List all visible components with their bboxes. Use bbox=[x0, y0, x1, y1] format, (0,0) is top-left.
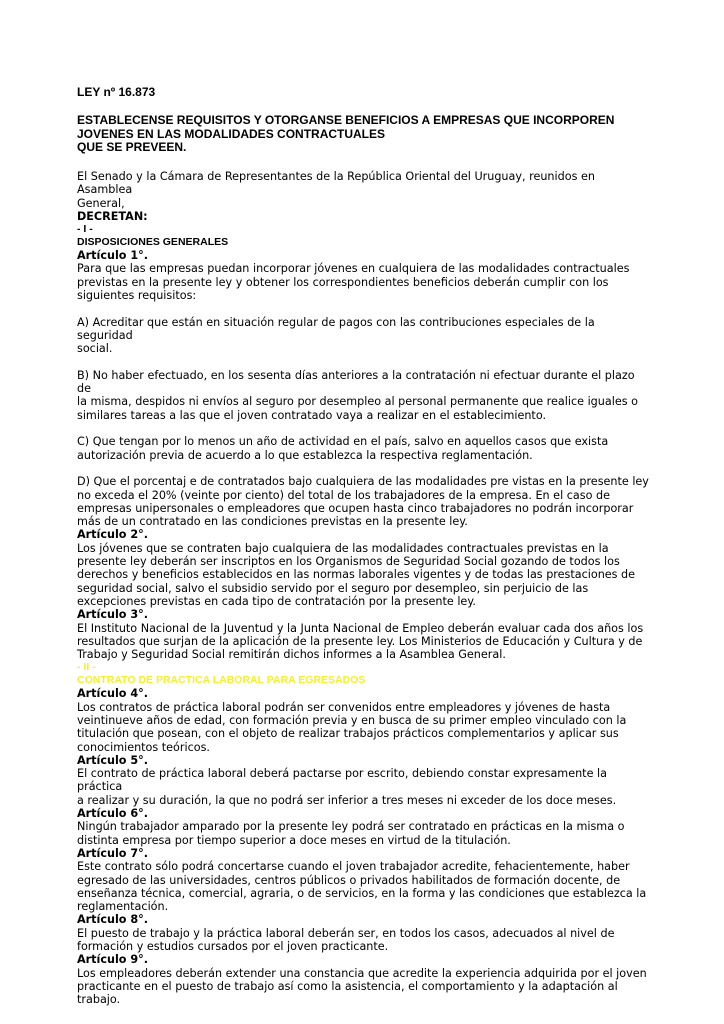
article-heading: Artículo 5°. bbox=[77, 753, 148, 767]
article-line: formación y estudios cursados por el joven practicante. bbox=[77, 940, 389, 954]
article-line: excepciones previstas en cada tipo de contratación por la presente ley. bbox=[77, 594, 476, 608]
article-line: reglamentación. bbox=[77, 900, 169, 914]
paragraph-gap bbox=[77, 356, 649, 369]
requirement-item: autorización previa de acuerdo a lo que establezca la respectiva reglamentación. bbox=[77, 448, 533, 462]
chapter-title: CONTRATO DE PRACTICA LABORAL PARA EGRESADOS bbox=[77, 674, 366, 687]
article-line: distinta empresa por tiempo superior a doce meses en virtud de la titulación. bbox=[77, 833, 511, 847]
paragraph-gap bbox=[77, 422, 649, 435]
chapter-numeral: - I - bbox=[77, 223, 93, 236]
article-line: seguridad social, salvo el subsidio servido por el seguro por desempleo, sin perjuicio de las bbox=[77, 581, 589, 595]
article-line: veintinueve años de edad, con formación previa y en busca de su primer empleo vinculado con la bbox=[77, 713, 627, 727]
requirement-item: empresas unipersonales o empleadores que ocupen hasta cinco trabajadores no podrán incorporar bbox=[77, 501, 634, 515]
decretan-heading: DECRETAN: bbox=[77, 209, 148, 223]
article-line: conocimientos teóricos. bbox=[77, 740, 210, 754]
article-line: El contrato de práctica laboral deberá pactarse por escrito, debiendo constar expresamente la práctica bbox=[77, 767, 607, 794]
article-line: El puesto de trabajo y la práctica laboral deberán ser, en todos los casos, adecuados al nivel de bbox=[77, 926, 615, 940]
law-body bbox=[77, 170, 649, 1007]
article-line: trabajo. bbox=[77, 993, 121, 1007]
article-line: Los empleadores deberán extender una constancia que acredite la experiencia adquirida por el joven bbox=[77, 966, 647, 980]
article-heading: Artículo 1°. bbox=[77, 249, 148, 263]
article-line: Para que las empresas puedan incorporar jóvenes en cualquiera de las modalidades contractuales bbox=[77, 262, 630, 276]
requirement-item: D) Que el porcentaj e de contratados bajo cualquiera de las modalidades pre vistas en la presente ley bbox=[77, 475, 649, 489]
article-line: Trabajo y Seguridad Social remitirán dichos informes a la Asamblea General. bbox=[77, 648, 506, 662]
article-line: Ningún trabajador amparado por la presente ley podrá ser contratado en prácticas en la misma o bbox=[77, 820, 625, 834]
article-heading: Artículo 2°. bbox=[77, 528, 148, 542]
article-heading: Artículo 4°. bbox=[77, 687, 148, 701]
law-title-line: QUE SE PREVEEN. bbox=[77, 140, 187, 154]
article-heading: Artículo 7°. bbox=[77, 846, 148, 860]
chapter-title: DISPOSICIONES GENERALES bbox=[77, 236, 229, 249]
law-title-line: JOVENES EN LAS MODALIDADES CONTRACTUALES bbox=[77, 126, 386, 141]
article-line: Los contratos de práctica laboral podrán ser convenidos entre empleadores y jóvenes de hasta bbox=[77, 700, 611, 714]
article-line: titulación que posean, con el objeto de realizar trabajos prácticos complementarios y aplicar sus bbox=[77, 727, 619, 741]
article-heading: Artículo 3°. bbox=[77, 608, 148, 622]
intro-line: General, bbox=[77, 196, 125, 210]
requirement-item: C) Que tengan por lo menos un año de actividad en el país, salvo en aquellos casos que exista bbox=[77, 435, 609, 449]
article-line: Este contrato sólo podrá concertarse cuando el joven trabajador acredite, fehacientemente, haber bbox=[77, 860, 630, 874]
law-number: LEY nº 16.873 bbox=[77, 85, 156, 99]
article-line: resultados que surjan de la aplicación de la presente ley. Los Ministerios de Educación y Cultura y de bbox=[77, 634, 643, 648]
requirement-item: social. bbox=[77, 342, 113, 356]
article-heading: Artículo 6°. bbox=[77, 807, 148, 821]
chapter-numeral: - II - bbox=[77, 661, 96, 674]
article-line: siguientes requisitos: bbox=[77, 289, 197, 303]
article-line: El Instituto Nacional de la Juventud y la Junta Nacional de Empleo deberán evaluar cada dos años los bbox=[77, 621, 644, 635]
requirement-item: más de un contratado en las condiciones previstas en la presente ley. bbox=[77, 515, 468, 529]
article-line: previstas en la presente ley y obtener los correspondientes beneficios deberán cumplir con los bbox=[77, 275, 609, 289]
paragraph-gap bbox=[77, 302, 649, 315]
article-line: practicante en el puesto de trabajo así como la asistencia, el comportamiento y la adaptación al bbox=[77, 979, 618, 993]
article-heading: Artículo 8°. bbox=[77, 913, 148, 927]
requirement-item: la misma, despidos ni envíos al seguro por desempleo al personal permanente que realice iguales o bbox=[77, 395, 638, 409]
article-line: egresado de las universidades, centros públicos o privados habilitados de formación docente, de bbox=[77, 873, 621, 887]
intro-line: El Senado y la Cámara de Representantes de la República Oriental del Uruguay, reunidos en Asamblea bbox=[77, 170, 595, 197]
article-line: derechos y beneficios establecidos en las normas laborales vigentes y de todas las prestaciones de bbox=[77, 568, 636, 582]
requirement-item: similares tareas a las que el joven contratado vaya a realizar en el establecimiento. bbox=[77, 408, 547, 422]
law-title bbox=[77, 114, 614, 155]
article-line: enseñanza técnica, comercial, agraria, o de servicios, en la forma y las condiciones que establezca la bbox=[77, 886, 647, 900]
article-heading: Artículo 9°. bbox=[77, 953, 148, 967]
law-title-line: ESTABLECENSE REQUISITOS Y OTORGANSE BENEFICIOS A EMPRESAS QUE INCORPOREN bbox=[77, 113, 615, 127]
article-line: presente ley deberán ser inscriptos en los Organismos de Seguridad Social gozando de todos los bbox=[77, 555, 620, 569]
requirement-item: B) No haber efectuado, en los sesenta días anteriores a la contratación ni efectuar durante el plazo de bbox=[77, 368, 635, 396]
paragraph-gap bbox=[77, 462, 649, 475]
requirement-item: A) Acreditar que están en situación regular de pagos con las contribuciones especiales de la seguridad bbox=[77, 315, 595, 342]
requirement-item: no exceda el 20% (veinte por ciento) del total de los trabajadores de la empresa. En el caso de bbox=[77, 488, 610, 502]
article-line: Los jóvenes que se contraten bajo cualquiera de las modalidades contractuales previstas en la bbox=[77, 541, 609, 555]
article-line: a realizar y su duración, la que no podrá ser inferior a tres meses ni exceder de los doce meses. bbox=[77, 793, 617, 807]
